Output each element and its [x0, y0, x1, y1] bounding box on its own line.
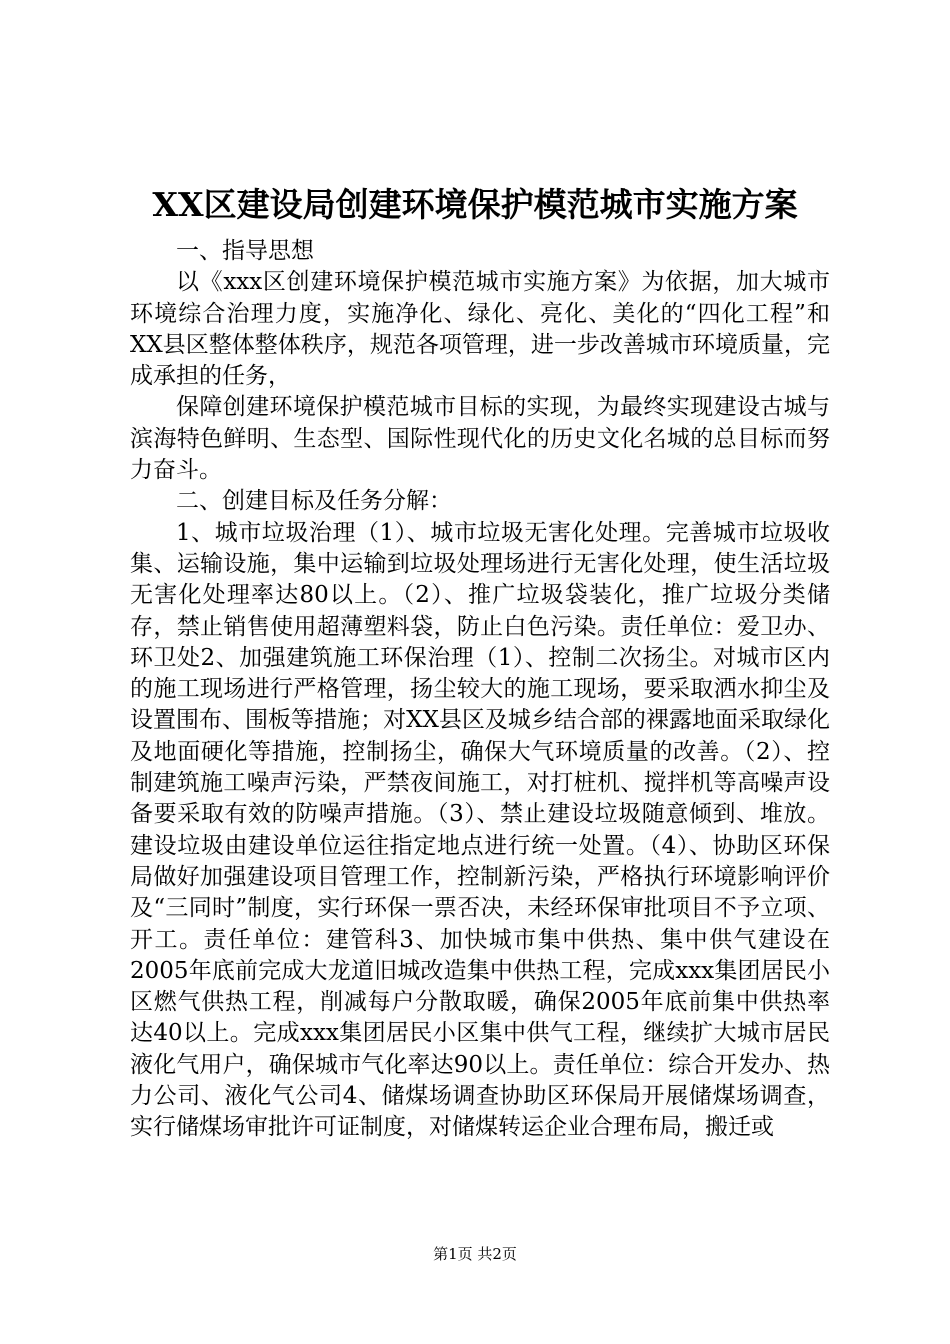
- document-title: XX区建设局创建环境保护模范城市实施方案: [152, 185, 798, 224]
- section-heading-guiding-ideology: 一、指导思想: [176, 238, 314, 264]
- body-paragraph: 1、城市垃圾治理（1）、城市垃圾无害化处理。完善城市垃圾收集、运输设施，集中运输到垃圾处理场进行无害化处理，使生活垃圾无害化处理率达80以上。（2）、推广垃圾袋装化，推广垃圾分类储存，禁止销售使用超薄塑料袋，防止白色污染。责任单位：爱卫办、环卫处2、加强建筑施工环保治理（1）、控制二次扬尘。对城市区内的施工现场进行严格管理，扬尘较大的施工现场，要采取洒水抑尘及设置围布、围板等措施；对XX县区及城乡结合部的裸露地面采取绿化及地面硬化等措施，控制扬尘，确保大气环境质量的改善。（2）、控制建筑施工噪声污染，严禁夜间施工，对打桩机、搅拌机等高噪声设备要采取有效的防噪声措施。（3）、禁止建设垃圾随意倾到、堆放。建设垃圾由建设单位运往指定地点进行统一处置。（4）、协助区环保局做好加强建设项目管理工作，控制新污染，严格执行环境影响评价及“三同时”制度，实行环保一票否决，未经环保审批项目不予立项、开工。责任单位：建管科3、加快城市集中供热、集中供气建设在2005年底前完成大龙道旧城改造集中供热工程，完成xxx集团居民小区燃气供热工程，削减每户分散取暖，确保2005年底前集中供热率达40以上。完成xxx集团居民小区集中供气工程，继续扩大城市居民液化气用户，确保城市气化率达90以上。责任单位：综合开发办、热力公司、液化气公司4、储煤场调查协助区环保局开展储煤场调查，实行储煤场审批许可证制度，对储煤转运企业合理布局，搬迁或: [130, 519, 830, 1141]
- document-body: [130, 236, 830, 1144]
- section-heading-goals: 二、创建目标及任务分解：: [176, 488, 452, 515]
- body-paragraph: 保障创建环境保护模范城市目标的实现，为最终实现建设古城与滨海特色鲜明、生态型、国际性现代化的历史文化名城的总目标而努力奋斗。: [130, 394, 830, 484]
- body-paragraph: 以《xxx区创建环境保护模范城市实施方案》为依据，加大城市环境综合治理力度，实施净化、绿化、亮化、美化的“四化工程”和XX县区整体整体秩序，规范各项管理，进一步改善城市环境质量，完成承担的任务，: [130, 269, 830, 390]
- page-number-footer: 第1页 共2页: [433, 1245, 517, 1263]
